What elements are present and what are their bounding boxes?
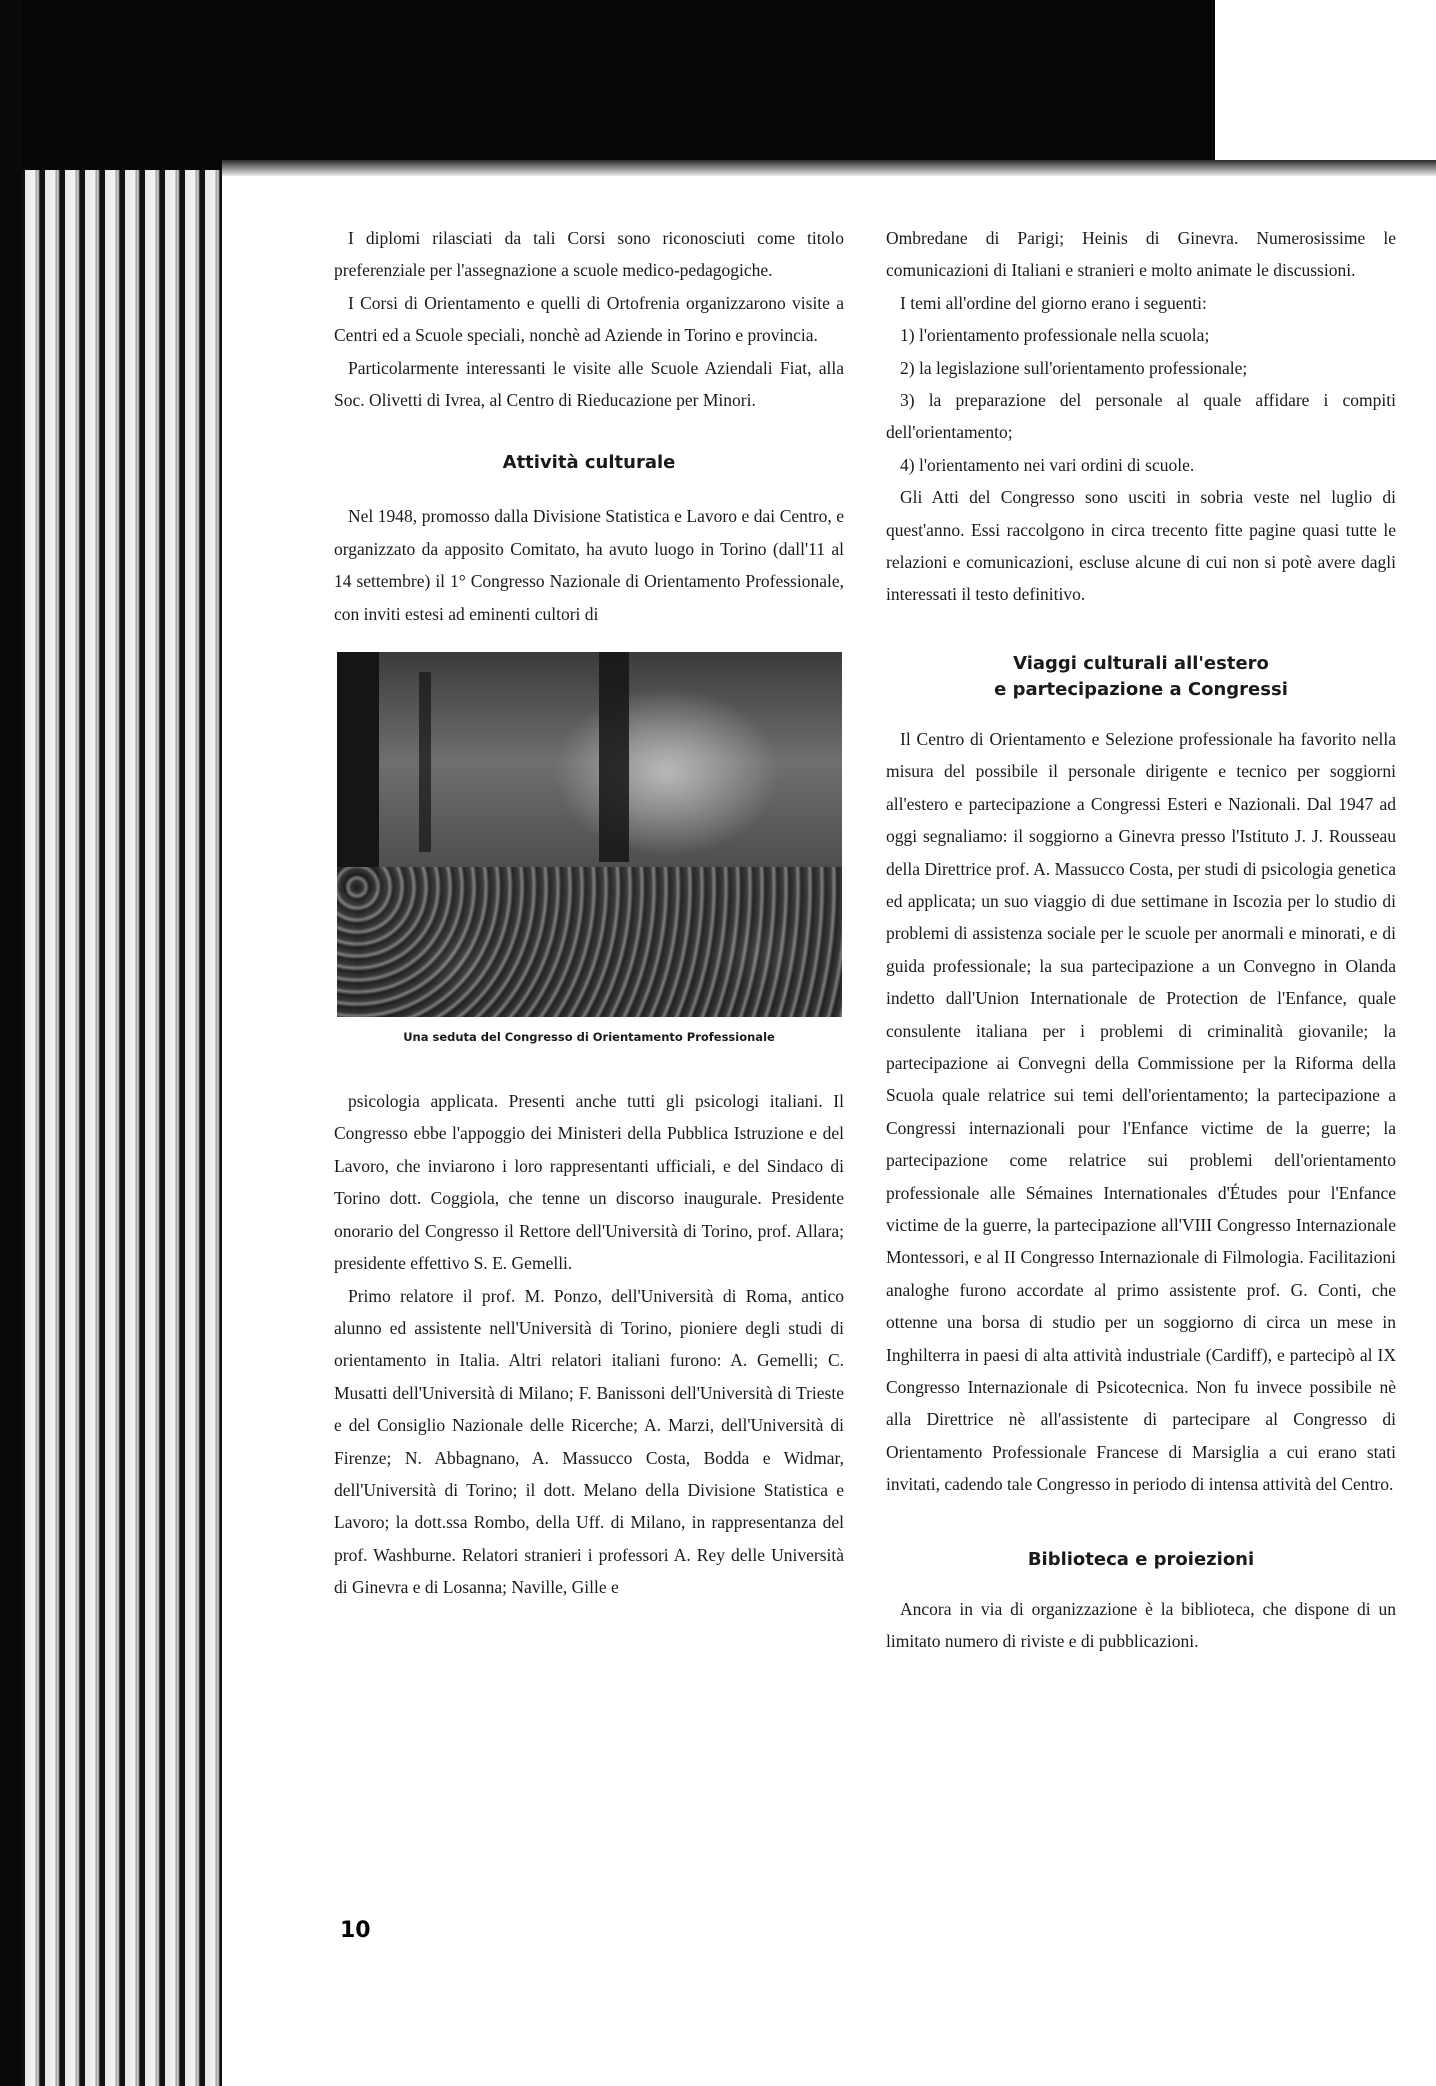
heading-viaggi: Viaggi culturali all'estero [1013,652,1269,674]
book-page [222,176,1436,2086]
left-column [334,222,844,1604]
paragraph-visite-interessanti: Particolarmente interessanti le visite alle Scuole Aziendali Fiat, alla Soc. Olivetti di Ivrea, al Centro di Rieducazione per Minori. [334,357,844,411]
paragraph-biblioteca: Ancora in via di organizzazione è la biblioteca, che dispone di un limitato numero di riviste e di pubblicazioni. [886,1598,1396,1652]
congress-photo [337,652,842,1017]
photo-audience [337,867,842,1017]
book-page-edges [22,170,222,2086]
list-item-tema-2: 2) la legislazione sull'orientamento professionale; [900,357,1248,378]
paragraph-psicologia: psicologia applicata. Presenti anche tutti gli psicologi italiani. Il Congresso ebbe l'appoggio dei Ministeri della Pubblica Istruzione e del Lavoro, che inviarono i loro rappresentanti ufficiali, e del Sindaco di Torino dott. Coggiola, che tenne un discorso inaugurale. Presidente onorario del Congresso il Rettore dell'Università di Torino, prof. Allara; presidente effettivo S. E. Gemelli. [334,1091,844,1274]
paragraph-congresso-1948: Nel 1948, promosso dalla Divisione Statistica e Lavoro e dai Centro, e organizzato da apposito Comitato, ha avuto luogo in Torino (dall'11 al 14 settembre) il 1° Congresso Nazionale di Orientamento Professionale, con inviti estesi ad eminenti cultori di [334,506,844,624]
heading-attivita-culturale: Attività culturale [502,452,676,474]
paragraph-viaggi: Il Centro di Orientamento e Selezione professionale ha favorito nella misura del possibile il personale dirigente e tecnico per soggiorni all'estero e partecipazione a Congressi Esteri e Nazionali. Dal 1947 ad oggi segnaliamo: il soggiorno a Ginevra presso l'Istituto J. J. Rousseau della Direttrice prof. A. Massucco Costa, per studi di psicologia genetica ed applicata; un suo viaggio di due settimane in Iscozia per lo studio di problemi di assistenza sociale per le scuole per anormali e minorati, e di guida professionale; la sua partecipazione a un Convegno in Olanda indetto dall'Union Internationale de Protection de l'Enfance, quale consulente italiana per i problemi di criminalità giovanile; la partecipazione ai Convegni della Commissione per la Riforma della Scuola quale relatrice sui temi dell'orientamento; la partecipazione a Congressi internazionali pour l'Enfance victime de la guerre; la partecipazione come relatrice sui problemi dell'orientamento professionale alle Sémaines Internationales d'Études pour l'Enfance victime de la guerre, la partecipazione all'VIII Congresso Internazionale Montessori, e al II Congresso Internazionale di Filmologia. Facilitazioni analoghe furono accordate al primo assistente prof. G. Conti, che ottenne una borsa di studio per un soggiorno di circa un mese in Inghilterra in paesi di alta attività industriale (Cardiff), e partecipò al IX Congresso Internazionale di Psicotecnica. Non fu invece possibile nè alla Direttrice nè all'assistente di partecipare al Congresso di Orientamento Professionale Francese di Marsiglia a cui erano stati invitati, cadendo tale Congresso in periodo di intensa attività del Centro. [886,728,1396,1495]
list-item-tema-3: 3) la preparazione del personale al quale affidare i compiti dell'orientamento; [886,390,1396,443]
paragraph-relatori: Primo relatore il prof. M. Ponzo, dell'Università di Roma, antico alunno ed assistente nell'Università di Torino, pioniere degli studi di orientamento in Italia. Altri relatori italiani furono: A. Gemelli; C. Musatti dell'Università di Milano; F. Banissoni dell'Università di Trieste e del Consiglio Nazionale delle Ricerche; A. Marzi, dell'Università di Firenze; N. Abbagnano, A. Massucco Costa, Bodda e Widmar, dell'Università di Torino; il dott. Melano della Divisione Statistica e Lavoro; la dott.ssa Rombo, della Uff. di Milano, in rappresentanza del prof. Washburne. Relatori stranieri i professori A. Rey delle Università di Ginevra e di Losanna; Naville, Gille e [334,1285,844,1598]
photo-pillar [419,672,431,852]
photo-caption: Una seduta del Congresso di Orientamento Professionale [403,1030,775,1045]
page-number: 10 [340,1918,371,1943]
paragraph-diplomi: I diplomi rilasciati da tali Corsi sono riconosciuti come titolo preferenziale per l'assegnazione a scuole medico-pedagogiche. [334,228,844,281]
paragraph-atti: Gli Atti del Congresso sono usciti in sobria veste nel luglio di quest'anno. Essi raccolgono in circa trecento fitte pagine quasi tutte le relazioni e comunicazioni, escluse alcune di cui non si potè avere dagli interessati il testo definitivo. [886,487,1396,605]
heading-partecipazione: e partecipazione a Congressi [994,678,1288,700]
list-item-tema-1: 1) l'orientamento professionale nella scuola; [900,325,1210,346]
paragraph-ombredane: Ombredane di Parigi; Heinis di Ginevra. Numerosissime le comunicazioni di Italiani e stranieri e molto animate le discussioni. [886,228,1396,281]
right-column [886,222,1396,1657]
paragraph-temi: I temi all'ordine del giorno erano i seguenti: [900,292,1207,313]
list-item-tema-4: 4) l'orientamento nei vari ordini di scuole. [900,454,1195,475]
heading-biblioteca: Biblioteca e proiezioni [1027,1548,1255,1570]
background-black-band [0,0,1215,178]
paragraph-corsi-visite: I Corsi di Orientamento e quelli di Ortofrenia organizzarono visite a Centri ed a Scuole speciali, nonchè ad Aziende in Torino e provincia. [334,292,844,346]
background-black-edge [0,0,22,2086]
photo-pillar [599,652,629,862]
